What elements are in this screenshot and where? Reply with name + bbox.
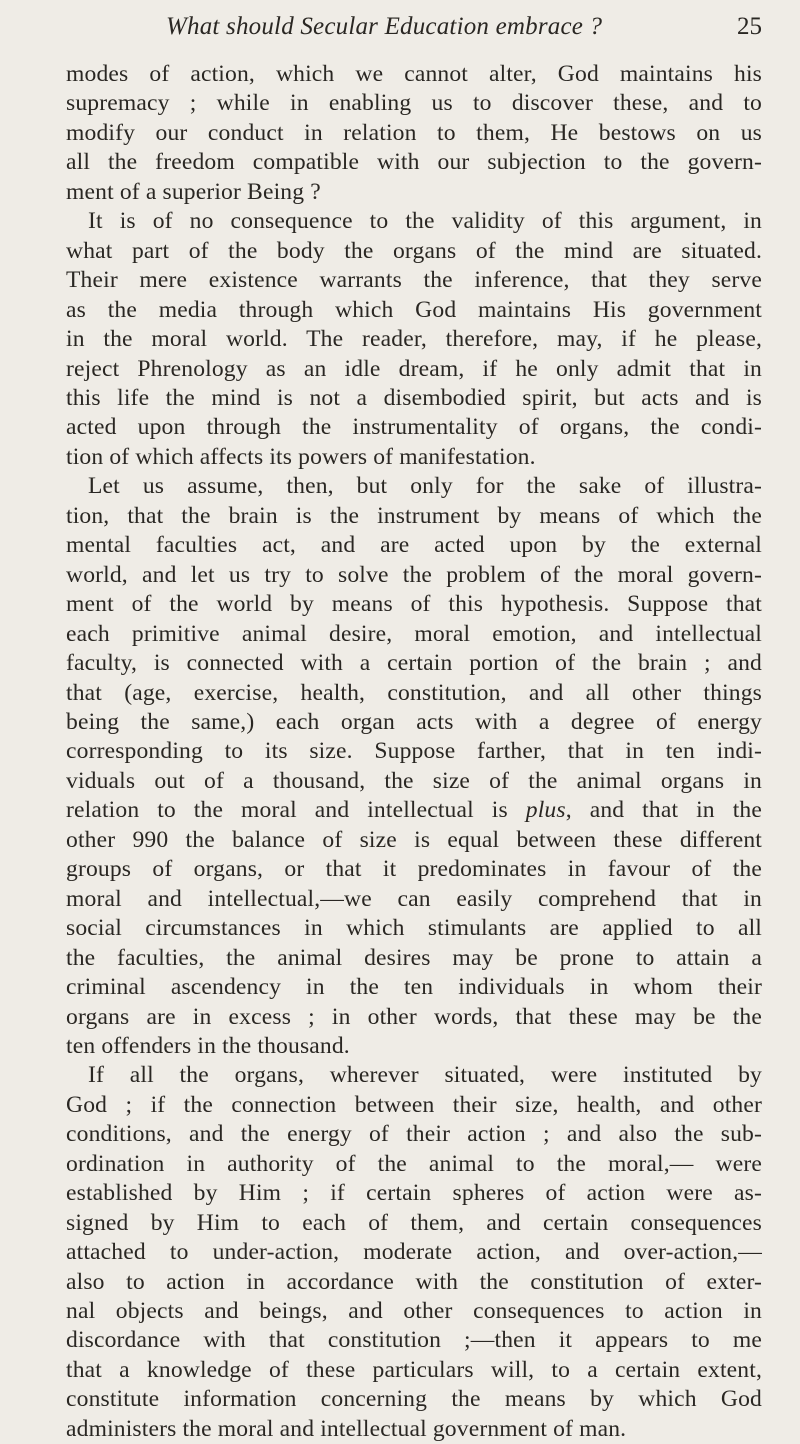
text-line: If all the organs, wherever situated, were instituted by (88, 1062, 762, 1089)
text-line: other 990 the balance of size is equal between these different (66, 826, 762, 853)
text-line: moral and intellectual,—we can easily comprehend that in (66, 885, 762, 912)
text-line: what part of the body the organs of the mind are situated. (66, 237, 762, 264)
text-line: that a knowledge of these particulars will, to a certain extent, (66, 1356, 762, 1383)
text-line: established by Him ; if certain spheres of action were as- (66, 1180, 762, 1207)
text-line: being the same,) each organ acts with a degree of energy (66, 708, 762, 735)
text-segment: relation to the moral and intellectual is (66, 797, 508, 824)
text-line: ment of the world by means of this hypothesis. Suppose that (66, 591, 762, 618)
text-line: corresponding to its size. Suppose farther, that in ten indi- (66, 738, 762, 765)
text-line: Their mere existence warrants the inference, that they serve (66, 267, 762, 294)
text-line: attached to under-action, moderate action, and over-action,— (66, 1239, 762, 1266)
paragraph-1 (66, 60, 762, 207)
text-line: each primitive animal desire, moral emotion, and intellectual (66, 620, 762, 647)
text-line: ordination in authority of the animal to the moral,— were (66, 1150, 762, 1177)
text-line: criminal ascendency in the ten individuals in whom their (66, 974, 762, 1001)
text-line: signed by Him to each of them, and certain consequences (66, 1209, 762, 1236)
text-line: nal objects and beings, and other consequences to action in (66, 1298, 762, 1325)
paragraph-3 (66, 472, 762, 1061)
text-line: that (age, exercise, health, constitution, and all other things (66, 679, 762, 706)
text-line: It is of no consequence to the validity of this argument, in (88, 208, 762, 235)
paragraph-2 (66, 207, 762, 472)
text-line: reject Phrenology as an idle dream, if he only admit that in (66, 355, 762, 382)
text-line: world, and let us try to solve the problem of the moral govern- (66, 561, 762, 588)
text-line: viduals out of a thousand, the size of the animal organs in (66, 767, 762, 794)
text-line-with-italic (66, 796, 762, 825)
text-line: Let us assume, then, but only for the sake of illustra- (88, 473, 762, 500)
text-segment: , and that in the (565, 797, 762, 824)
text-line: acted upon through the instrumentality of organs, the condi- (66, 414, 762, 441)
text-line: as the media through which God maintains His government (66, 296, 762, 323)
text-line: the faculties, the animal desires may be prone to attain a (66, 944, 762, 971)
text-line: mental faculties act, and are acted upon by the external (66, 532, 762, 559)
text-line: ten offenders in the thousand. (66, 1032, 350, 1059)
text-line: supremacy ; while in enabling us to discover these, and to (66, 90, 762, 117)
text-line: modes of action, which we cannot alter, God maintains his (66, 61, 762, 87)
text-line: social circumstances in which stimulants are applied to all (66, 915, 762, 942)
text-line: constitute information concerning the means by which God (66, 1386, 762, 1413)
running-head (66, 0, 762, 60)
text-line: modify our conduct in relation to them, He bestows on us (66, 119, 762, 146)
page-number: 25 (737, 13, 762, 40)
text-line: tion of which affects its powers of manifestation. (66, 443, 536, 470)
running-title: What should Secular Education embrace ? (166, 13, 603, 40)
text-line: ment of a superior Being ? (66, 178, 321, 205)
text-line: also to action in accordance with the constitution of exter- (66, 1268, 762, 1295)
text-line: this life the mind is not a disembodied spirit, but acts and is (66, 384, 762, 411)
text-line: in the moral world. The reader, therefore, may, if he please, (66, 326, 762, 353)
text-line: groups of organs, or that it predominates in favour of the (66, 856, 762, 883)
text-line: all the freedom compatible with our subjection to the govern- (66, 149, 762, 176)
body-text (66, 60, 762, 1444)
text-line: conditions, and the energy of their action ; and also the sub- (66, 1121, 762, 1148)
text-line: discordance with that constitution ;—then it appears to me (66, 1327, 762, 1354)
text-line: organs are in excess ; in other words, that these may be the (66, 1003, 762, 1030)
text-line: faculty, is connected with a certain portion of the brain ; and (66, 650, 762, 677)
text-line: God ; if the connection between their size, health, and other (66, 1091, 762, 1118)
paragraph-4 (66, 1061, 762, 1444)
italic-word: plus (525, 797, 566, 824)
text-line: tion, that the brain is the instrument by means of which the (66, 502, 762, 529)
text-line: administers the moral and intellectual government of man. (66, 1415, 627, 1442)
